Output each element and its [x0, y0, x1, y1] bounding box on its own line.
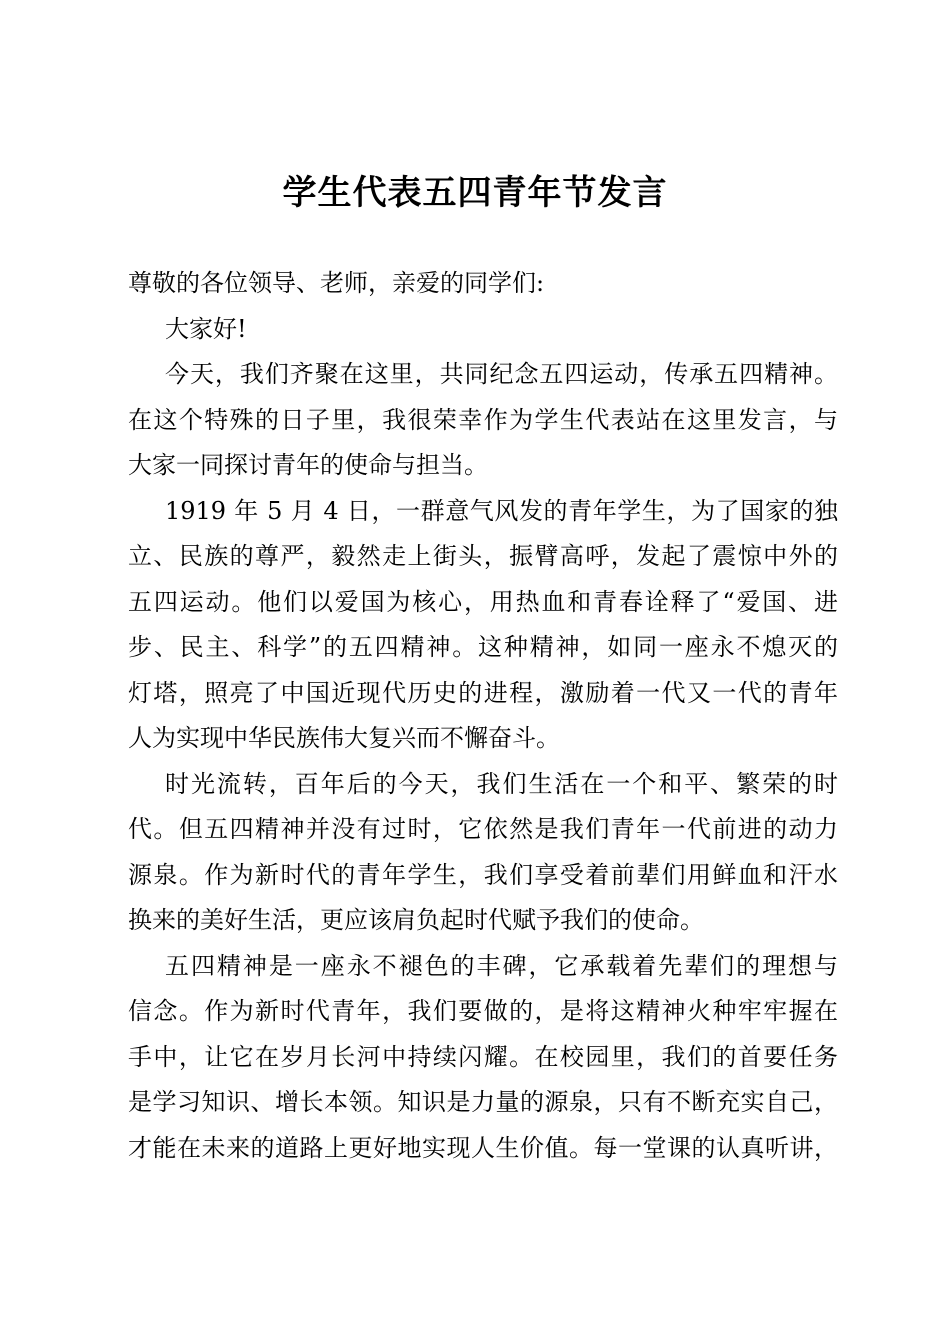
text-line: 换来的美好生活，更应该肩负起时代赋予我们的使命。 — [128, 906, 704, 934]
text-line: 手中，让它在岁月长河中持续闪耀。在校园里，我们的首要任务 — [128, 1042, 838, 1071]
text-line: 五四精神是一座永不褪色的丰碑，它承载着先辈们的理想与 — [165, 951, 838, 980]
paragraph — [128, 352, 838, 489]
text-line: 大家好! — [165, 314, 247, 343]
text-line: 代。但五四精神并没有过时，它依然是我们青年一代前进的动力 — [128, 815, 838, 843]
text-line: 是学习知识、增长本领。知识是力量的源泉，只有不断充实自己， — [128, 1088, 838, 1116]
text-line: 人为实现中华民族伟大复兴而不懈奋斗。 — [128, 724, 560, 752]
document-title: 学生代表五四青年节发言 — [282, 173, 668, 213]
document-body — [128, 261, 838, 1171]
text-line: 在这个特殊的日子里，我很荣幸作为学生代表站在这里发言，与 — [128, 405, 838, 434]
text-line: 时光流转，百年后的今天，我们生活在一个和平、繁荣的时 — [165, 769, 838, 798]
text-line: 今天，我们齐聚在这里，共同纪念五四运动，传承五四精神。 — [165, 360, 838, 388]
paragraph — [128, 489, 838, 762]
text-line: 灯塔，照亮了中国近现代历史的进程，激励着一代又一代的青年 — [128, 678, 838, 707]
text-line: 立、民族的尊严，毅然走上街头，振臂高呼，发起了震惊中外的 — [128, 542, 838, 570]
text-line: 步、民主、科学”的五四精神。这种精神，如同一座永不熄灭的 — [128, 633, 838, 661]
text-line: 尊敬的各位领导、老师，亲爱的同学们: — [128, 269, 545, 297]
text-line: 才能在未来的道路上更好地实现人生价值。每一堂课的认真听讲， — [128, 1133, 838, 1162]
paragraph — [128, 944, 838, 1172]
text-line: 信念。作为新时代青年，我们要做的，是将这精神火种牢牢握在 — [128, 997, 838, 1025]
text-line: 1919 年 5 月 4 日，一群意气风发的青年学生，为了国家的独 — [165, 496, 838, 525]
text-line: 大家一同探讨青年的使命与担当。 — [128, 451, 488, 479]
paragraph — [128, 261, 838, 307]
paragraph — [128, 307, 838, 353]
paragraph — [128, 762, 838, 944]
text-line: 五四运动。他们以爱国为核心，用热血和青春诠释了“爱国、进 — [128, 587, 838, 616]
text-line: 源泉。作为新时代的青年学生，我们享受着前辈们用鲜血和汗水 — [128, 860, 838, 889]
